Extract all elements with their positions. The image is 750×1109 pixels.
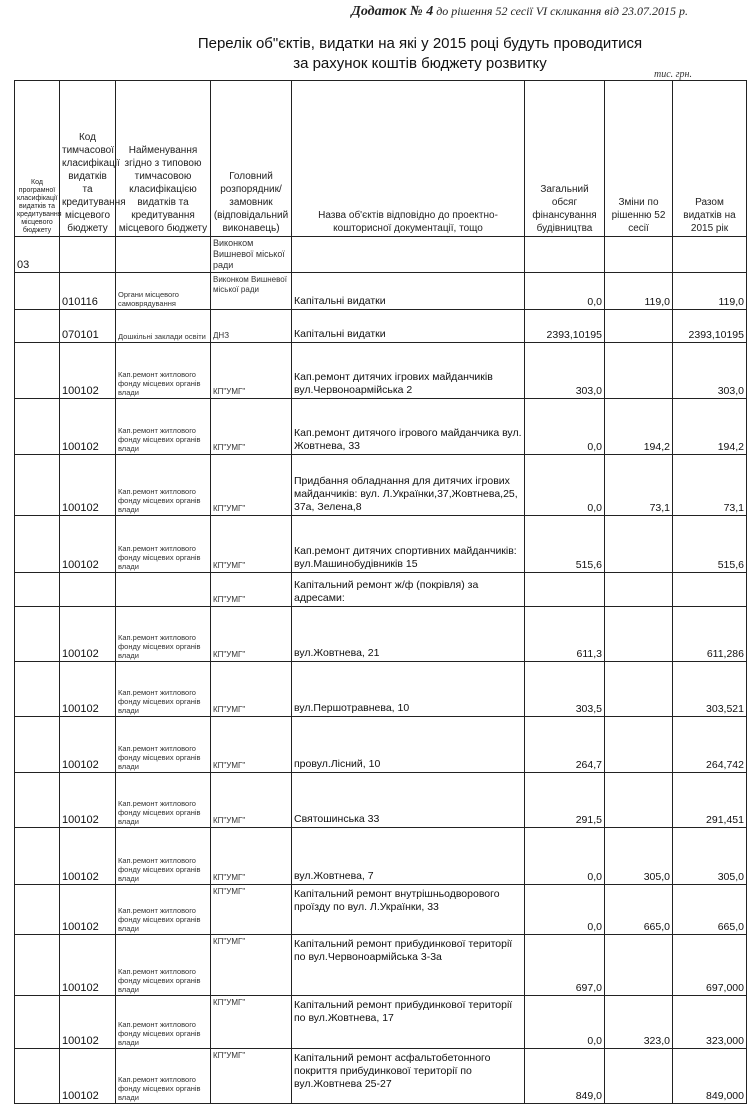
row-manager: КП"УМГ": [211, 996, 292, 1049]
row-object: Капітальний ремонт прибудинкової території по вул.Жовтнева, 17: [292, 996, 525, 1049]
row-changes: [605, 573, 673, 607]
row-manager: КП"УМГ": [211, 935, 292, 996]
table-row: [15, 935, 747, 996]
row-object: Придбання обладнання для дитячих ігрових майданчиків: вул. Л.Українки,37,Жовтнева,25, 37а, Зелена,8: [292, 455, 525, 516]
row-changes: [605, 773, 673, 828]
row-code: 100102: [60, 1049, 116, 1104]
table-row: [15, 773, 747, 828]
row-object: вул.Жовтнева, 7: [292, 828, 525, 885]
row-total: 0,0: [525, 828, 605, 885]
row-sum: 291,451: [673, 773, 747, 828]
row-changes: 73,1: [605, 455, 673, 516]
col-name: Найменування згідно з типовою тимчасовою класифікацією видатків та кредитування місцевого бюджету: [116, 81, 211, 237]
row-sum: 515,6: [673, 516, 747, 573]
title-line-1: Перелік об"єктів, видатки на які у 2015 році будуть проводитися: [197, 35, 643, 52]
row-code: 010116: [60, 273, 116, 310]
row-changes: [605, 607, 673, 662]
row-manager: КП"УМГ": [211, 399, 292, 455]
row-manager: КП"УМГ": [211, 773, 292, 828]
row-name: Кап.ремонт житлового фонду місцевих органів влади: [116, 399, 211, 455]
row-sum: 194,2: [673, 399, 747, 455]
col-total: Загальний обсяг фінансування будівництва: [525, 81, 605, 237]
row-changes: [605, 1049, 673, 1104]
col-program-code: Код програмної класифікації видатків та кредитування місцевого бюджету: [15, 81, 60, 237]
title-line-2: за рахунок коштів бюджету розвитку: [293, 55, 547, 72]
row-sum: 303,0: [673, 343, 747, 399]
row-name: Кап.ремонт житлового фонду місцевих органів влади: [116, 717, 211, 773]
row-name: Кап.ремонт житлового фонду місцевих органів влади: [116, 885, 211, 935]
row-changes: [605, 717, 673, 773]
table-row: [15, 828, 747, 885]
row-object: Капітальний ремонт прибудинкової території по вул.Червоноармійська 3-3а: [292, 935, 525, 996]
row-changes: [605, 662, 673, 717]
row-changes: 323,0: [605, 996, 673, 1049]
row-object: провул.Лісний, 10: [292, 717, 525, 773]
row-changes: [605, 343, 673, 399]
table-row: [15, 399, 747, 455]
row-code: 100102: [60, 773, 116, 828]
col-sum: Разом видатків на 2015 рік: [673, 81, 747, 237]
row-manager: ДНЗ: [211, 310, 292, 343]
group-program-code: 03: [15, 237, 60, 273]
table-row: [15, 607, 747, 662]
row-manager: КП"УМГ": [211, 455, 292, 516]
appendix-note: [351, 4, 688, 20]
header-row: [15, 81, 747, 237]
row-changes: [605, 310, 673, 343]
row-name: Кап.ремонт житлового фонду місцевих органів влади: [116, 935, 211, 996]
row-name: Органи місцевого самоврядування: [116, 273, 211, 310]
row-object: Кап.ремонт дитячого ігрового майданчика вул. Жовтнева, 33: [292, 399, 525, 455]
row-object: Капітальні видатки: [292, 310, 525, 343]
col-manager: Головний розпорядник/замовник (відповідальний виконавець): [211, 81, 292, 237]
row-object: Кап.ремонт дитячих спортивних майданчиків: вул.Машинобудівників 15: [292, 516, 525, 573]
group-row: [15, 237, 747, 273]
row-sum: 849,000: [673, 1049, 747, 1104]
row-name: Кап.ремонт житлового фонду місцевих органів влади: [116, 996, 211, 1049]
row-total: 291,5: [525, 773, 605, 828]
row-name: Кап.ремонт житлового фонду місцевих органів влади: [116, 343, 211, 399]
row-changes: 665,0: [605, 885, 673, 935]
row-sum: 665,0: [673, 885, 747, 935]
row-manager: КП"УМГ": [211, 662, 292, 717]
row-manager: КП"УМГ": [211, 717, 292, 773]
row-manager: Виконком Вишневої міської ради: [211, 273, 292, 310]
appendix-decision: до рішення 52 сесії VI скликання від 23.07.2015 р.: [436, 4, 688, 18]
row-object: Святошинська 33: [292, 773, 525, 828]
budget-table: [14, 80, 747, 1104]
col-changes: Зміни по рішенню 52 сесії: [605, 81, 673, 237]
row-name: Дошкільні заклади освіти: [116, 310, 211, 343]
row-total: 697,0: [525, 935, 605, 996]
row-object: Капітальний ремонт внутрішньодворового проїзду по вул. Л.Українки, 33: [292, 885, 525, 935]
appendix-label: Додаток № 4: [351, 4, 434, 19]
row-total: 849,0: [525, 1049, 605, 1104]
row-total: 515,6: [525, 516, 605, 573]
row-manager: КП"УМГ": [211, 885, 292, 935]
row-total: 0,0: [525, 996, 605, 1049]
row-total: 0,0: [525, 455, 605, 516]
row-sum: [673, 573, 747, 607]
row-manager: КП"УМГ": [211, 607, 292, 662]
table-row: [15, 662, 747, 717]
unit-label: тис. грн.: [653, 69, 692, 80]
row-total: 2393,10195: [525, 310, 605, 343]
table-row: [15, 885, 747, 935]
row-code: 100102: [60, 935, 116, 996]
row-code: 100102: [60, 455, 116, 516]
row-total: 0,0: [525, 399, 605, 455]
row-sum: 305,0: [673, 828, 747, 885]
row-code: [60, 573, 116, 607]
row-sum: 73,1: [673, 455, 747, 516]
row-object: вул.Жовтнева, 21: [292, 607, 525, 662]
table-row: [15, 273, 747, 310]
row-manager: КП"УМГ": [211, 516, 292, 573]
row-total: 303,5: [525, 662, 605, 717]
row-total: 611,3: [525, 607, 605, 662]
table-row: [15, 717, 747, 773]
row-changes: 305,0: [605, 828, 673, 885]
row-sum: 611,286: [673, 607, 747, 662]
row-manager: КП"УМГ": [211, 1049, 292, 1104]
row-code: 100102: [60, 399, 116, 455]
row-sum: 119,0: [673, 273, 747, 310]
table-row: [15, 310, 747, 343]
row-name: Кап.ремонт житлового фонду місцевих органів влади: [116, 607, 211, 662]
row-changes: 194,2: [605, 399, 673, 455]
row-code: 100102: [60, 343, 116, 399]
row-sum: 2393,10195: [673, 310, 747, 343]
row-changes: [605, 935, 673, 996]
table-row: [15, 516, 747, 573]
row-manager: КП"УМГ": [211, 343, 292, 399]
row-code: 100102: [60, 885, 116, 935]
row-sum: 697,000: [673, 935, 747, 996]
row-object: вул.Першотравнева, 10: [292, 662, 525, 717]
row-sum: 323,000: [673, 996, 747, 1049]
row-object: Капітальні видатки: [292, 273, 525, 310]
row-sum: 264,742: [673, 717, 747, 773]
row-total: 0,0: [525, 885, 605, 935]
table-row: [15, 1049, 747, 1104]
row-manager: КП"УМГ": [211, 573, 292, 607]
row-code: 100102: [60, 828, 116, 885]
row-total: 264,7: [525, 717, 605, 773]
row-object: Капітальний ремонт ж/ф (покрівля) за адресами:: [292, 573, 525, 607]
row-name: Кап.ремонт житлового фонду місцевих органів влади: [116, 516, 211, 573]
table-row: [15, 343, 747, 399]
row-name: Кап.ремонт житлового фонду місцевих органів влади: [116, 662, 211, 717]
row-name: Кап.ремонт житлового фонду місцевих органів влади: [116, 773, 211, 828]
table-row: [15, 455, 747, 516]
row-code: 100102: [60, 662, 116, 717]
row-changes: 119,0: [605, 273, 673, 310]
table-row: [15, 996, 747, 1049]
table-row: [15, 573, 747, 607]
row-name: Кап.ремонт житлового фонду місцевих органів влади: [116, 1049, 211, 1104]
row-code: 100102: [60, 996, 116, 1049]
row-code: 100102: [60, 516, 116, 573]
row-name: Кап.ремонт житлового фонду місцевих органів влади: [116, 455, 211, 516]
row-name: [116, 573, 211, 607]
row-total: 303,0: [525, 343, 605, 399]
row-total: 0,0: [525, 273, 605, 310]
row-code: 100102: [60, 717, 116, 773]
row-sum: 303,521: [673, 662, 747, 717]
row-object: Кап.ремонт дитячих ігрових майданчиків вул.Червоноармійська 2: [292, 343, 525, 399]
row-manager: КП"УМГ": [211, 828, 292, 885]
row-code: 070101: [60, 310, 116, 343]
col-object: Назва об'єктів відповідно до проектно-кошторисної документації, тощо: [292, 81, 525, 237]
row-name: Кап.ремонт житлового фонду місцевих органів влади: [116, 828, 211, 885]
group-manager: Виконком Вишневої міської ради: [211, 237, 292, 273]
col-temp-code: Код тимчасової класифікації видатків та кредитування місцевого бюджету: [60, 81, 116, 237]
row-total: [525, 573, 605, 607]
row-code: 100102: [60, 607, 116, 662]
row-object: Капітальний ремонт асфальтобетонного покриття прибудинкової території по вул.Жовтнева 25-27: [292, 1049, 525, 1104]
row-changes: [605, 516, 673, 573]
document-title: [140, 34, 700, 74]
